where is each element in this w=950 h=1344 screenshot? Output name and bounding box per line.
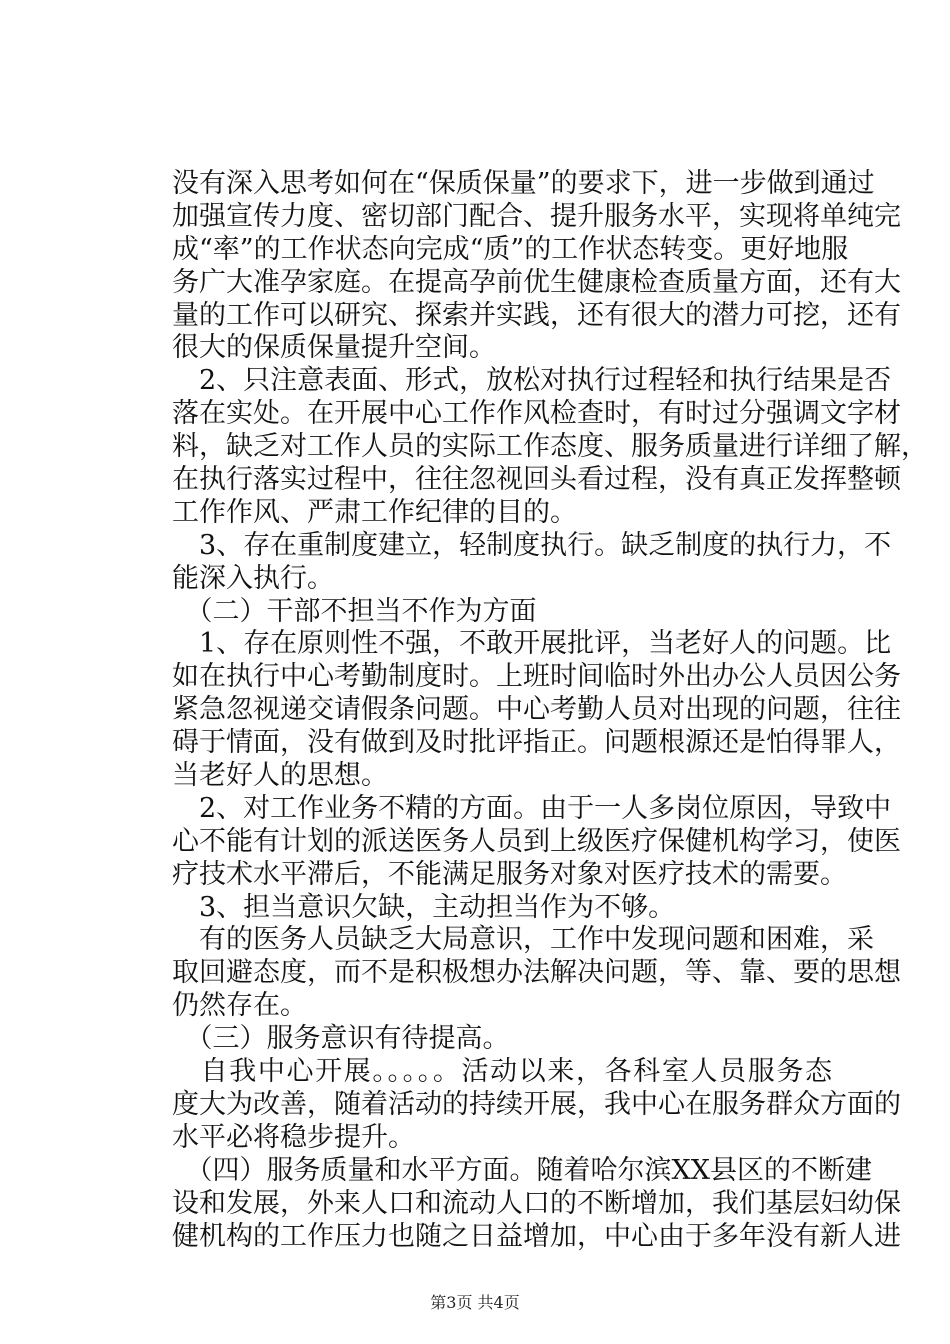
text-line: 设和发展，外来人口和流动人口的不断增加，我们基层妇幼保 [172,1187,901,1219]
text-line: 很大的保质保量提升空间。 [172,332,496,364]
page-number: 第3页 共4页 [430,1293,520,1312]
text-line: 如在执行中心考勤制度时。上班时间临时外出办公人员因公务 [172,661,901,693]
text-line: 心不能有计划的派送医务人员到上级医疗保健机构学习，使医 [172,825,901,857]
text-line: 没有深入思考如何在“保质保量”的要求下，进一步做到通过 [172,168,875,199]
text-line: 成“率”的工作状态向完成“质”的工作状态转变。更好地服 [172,233,849,265]
text-line: 3、担当意识欠缺，主动担当作为不够。 [172,891,676,923]
text-line: 3、存在重制度建立，轻制度执行。缺乏制度的执行力，不 [172,529,892,561]
text-line: 当老好人的思想。 [172,760,388,792]
text-line: 加强宣传力度、密切部门配合、提升服务水平，实现将单纯完 [172,200,901,232]
document-body [172,168,928,1253]
text-line: 有的医务人员缺乏大局意识，工作中发现问题和困难，采 [172,924,874,956]
text-line: 料，缺乏对工作人员的实际工作态度、服务质量进行详细了解， [172,431,928,463]
text-line: 水平必将稳步提升。 [172,1121,415,1153]
text-line: 健机构的工作压力也随之日益增加，中心由于多年没有新人进 [172,1220,901,1252]
text-line: 仍然存在。 [172,990,307,1022]
text-line: 能深入执行。 [172,562,334,594]
text-line: 碍于情面，没有做到及时批评指正。问题根源还是怕得罪人， [172,727,901,759]
text-line: 落在实处。在开展中心工作作风检查时，有时过分强调文字材 [172,398,901,430]
text-line: 2、只注意表面、形式，放松对执行过程轻和执行结果是否 [172,365,892,397]
text-line: （二）干部不担当不作为方面 [172,595,537,627]
text-line: （三）服务意识有待提高。 [172,1023,510,1055]
text-line: 2、对工作业务不精的方面。由于一人多岗位原因，导致中 [172,792,892,824]
text-line: 取回避态度，而不是积极想办法解决问题，等、靠、要的思想 [172,957,901,989]
text-line: 度大为改善，随着活动的持续开展，我中心在服务群众方面的 [172,1088,901,1120]
text-line: 务广大准孕家庭。在提高孕前优生健康检查质量方面，还有大 [172,266,901,298]
text-line: 自我中心开展。。。。。活动以来，各科室人员服务态 [172,1056,832,1088]
text-line: 疗技术水平滞后，不能满足服务对象对医疗技术的需要。 [172,858,847,890]
text-line: （四）服务质量和水平方面。随着哈尔滨XX县区的不断建 [172,1154,872,1186]
text-line: 紧急忽视递交请假条问题。中心考勤人员对出现的问题，往往 [172,694,901,726]
text-line: 工作作风、严肃工作纪律的目的。 [172,496,577,528]
text-line: 1、存在原则性不强，不敢开展批评，当老好人的问题。比 [172,628,892,660]
text-line: 在执行落实过程中，往往忽视回头看过程，没有真正发挥整顿 [172,464,901,496]
page-footer [0,1290,950,1313]
text-line: 量的工作可以研究、探索并实践，还有很大的潜力可挖，还有 [172,299,901,331]
